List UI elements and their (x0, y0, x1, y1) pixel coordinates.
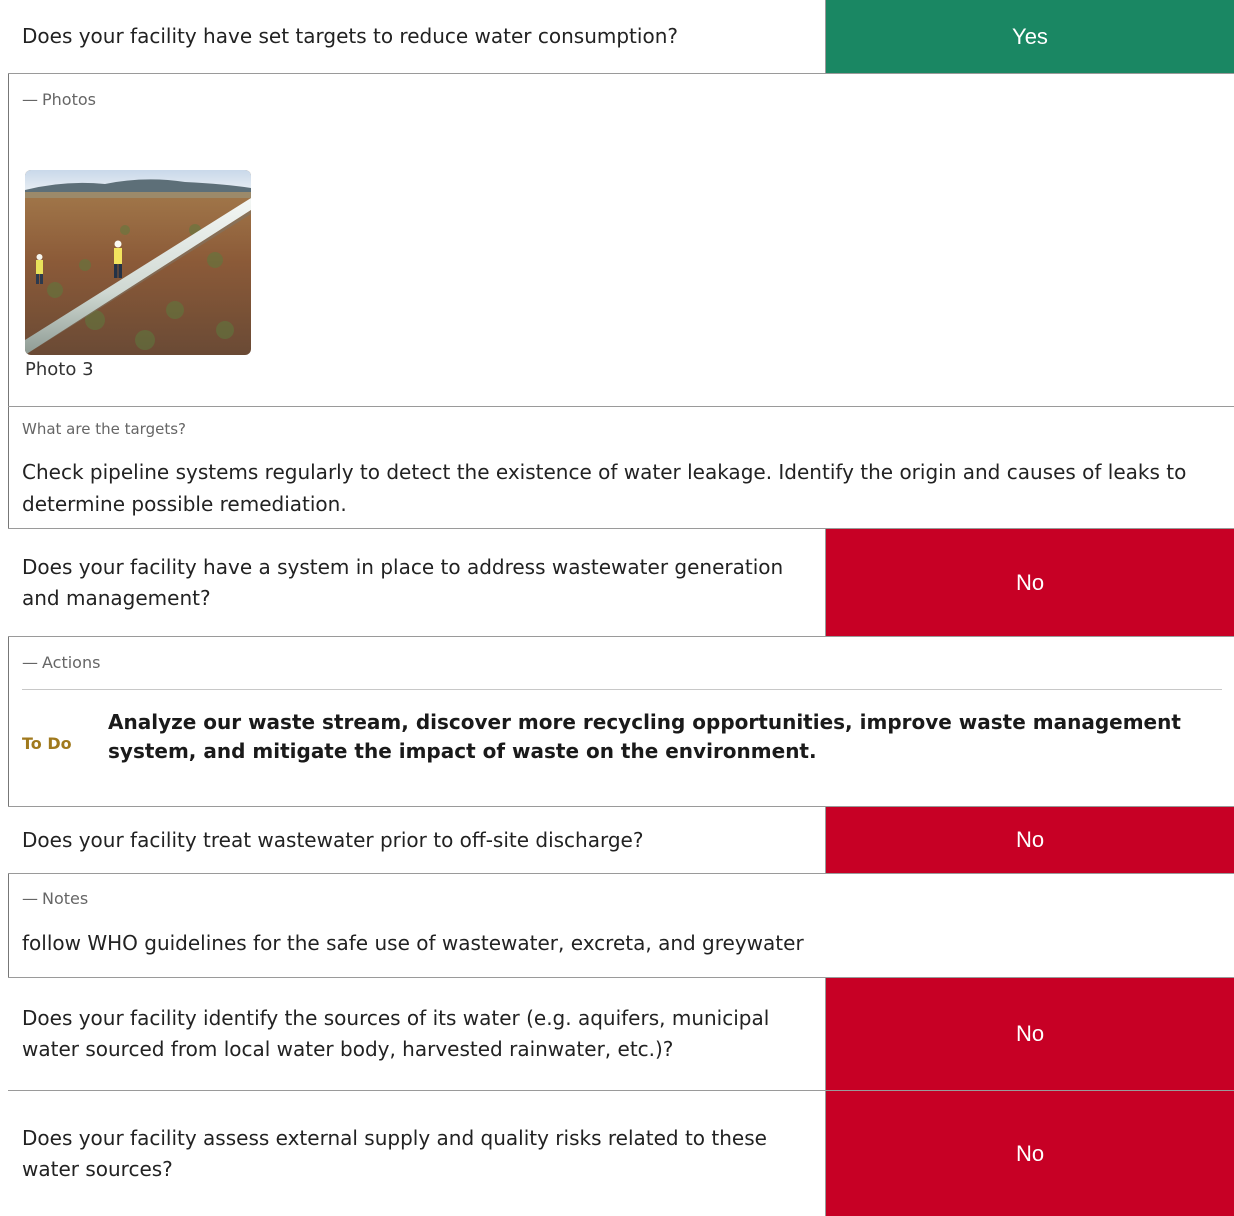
question-row-water-sources (8, 977, 1234, 1091)
collapse-dash-icon[interactable]: — (22, 653, 38, 672)
section-divider (8, 406, 1234, 407)
notes-section-label: — Notes (22, 889, 89, 908)
question-text: Does your facility assess external supply and quality risks related to these water sources? (8, 1091, 826, 1216)
actions-divider (22, 689, 1222, 690)
question-row-supply-risks (8, 1090, 1234, 1216)
photo-caption: Photo 3 (25, 359, 94, 380)
answer-badge-yes: Yes (826, 0, 1234, 73)
answer-badge-no: No (826, 529, 1234, 636)
question-text: Does your facility treat wastewater prior to off-site discharge? (8, 807, 826, 873)
action-item-text: Analyze our waste stream, discover more recycling opportunities, improve waste management system, and mitigate the impact of waste on the environment. (108, 710, 1181, 763)
notes-text: follow WHO guidelines for the safe use of wastewater, excreta, and greywater (22, 931, 804, 955)
todo-status-label: To Do (22, 734, 72, 753)
actions-section-label: — Actions (22, 653, 101, 672)
photos-section-label: — Photos (22, 90, 96, 109)
question-text: Does your facility identify the sources of its water (e.g. aquifers, municipal water sourced from local water body, harvested rainwater, etc.)? (8, 978, 826, 1090)
question-row-wastewater-system (8, 528, 1234, 637)
targets-label: What are the targets? (22, 420, 186, 438)
pipeline-photo[interactable] (25, 170, 251, 355)
pipeline-photo-image (25, 170, 251, 355)
question-text: Does your facility have set targets to reduce water consumption? (8, 0, 826, 73)
collapse-dash-icon[interactable]: — (22, 889, 38, 908)
answer-badge-no: No (826, 807, 1234, 873)
question-text: Does your facility have a system in place to address wastewater generation and management? (8, 529, 826, 636)
answer-badge-no: No (826, 1091, 1234, 1216)
answer-badge-no: No (826, 978, 1234, 1090)
question-row-wastewater-treatment (8, 806, 1234, 874)
collapse-dash-icon[interactable]: — (22, 90, 38, 109)
question-row-water-targets (8, 0, 1234, 74)
targets-text: Check pipeline systems regularly to detect the existence of water leakage. Identify the origin and causes of leaks to determine possible remediation. (22, 460, 1187, 516)
